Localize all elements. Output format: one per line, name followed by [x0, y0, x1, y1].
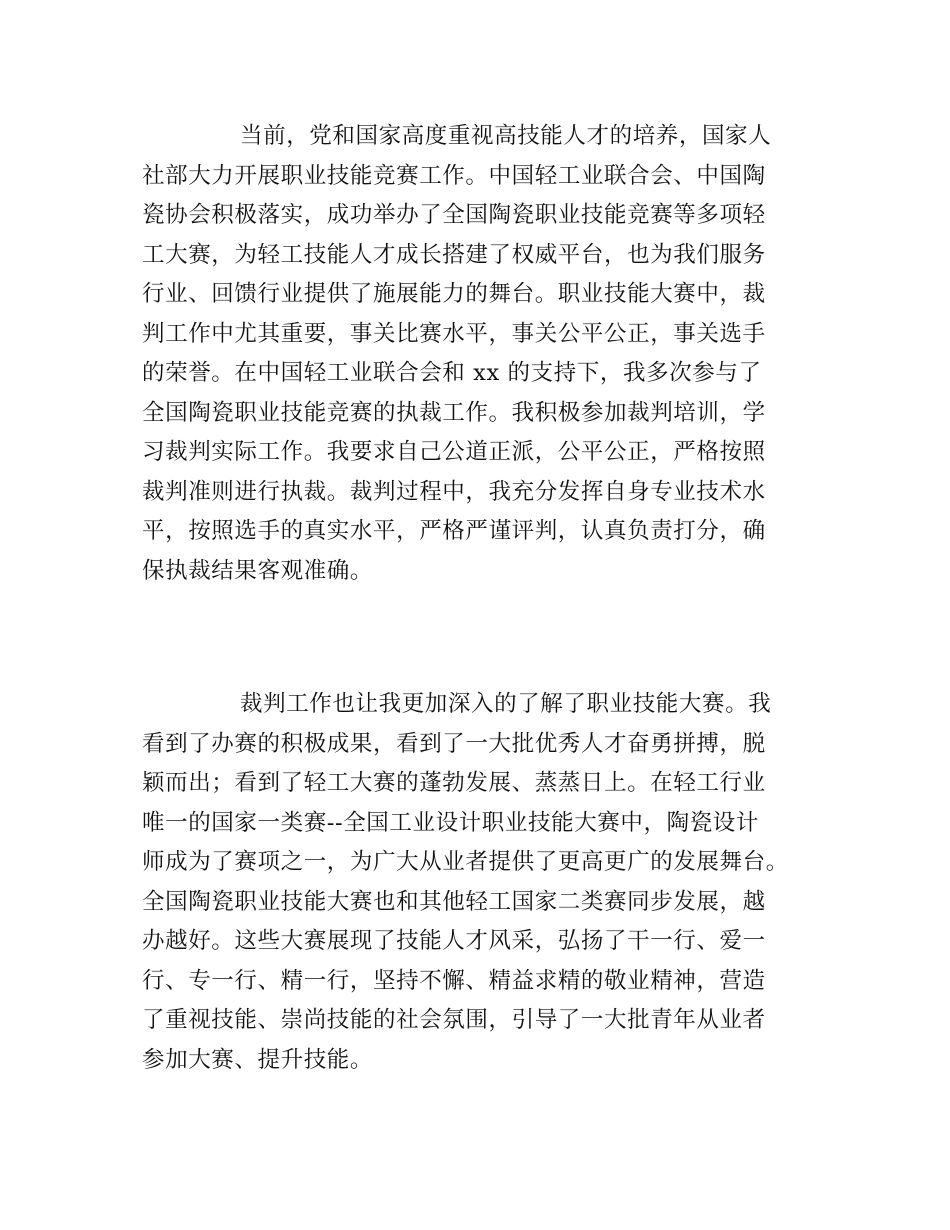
text-line: 当前，党和国家高度重视高技能人才的培养，国家人	[240, 123, 772, 149]
text-line: 参加大赛、提升技能。	[142, 1046, 374, 1073]
text-line: 瓷协会积极落实，成功举办了全国陶瓷职业技能竞赛等多项轻	[142, 202, 766, 228]
text-line: 行、专一行、精一行，坚持不懈、精益求精的敬业精神，营造	[142, 967, 766, 994]
text-line: 全国陶瓷职业技能大赛也和其他轻工国家二类赛同步发展，越	[142, 888, 766, 915]
paragraph-1	[142, 117, 822, 591]
paragraph-2	[142, 685, 822, 1080]
text-line: 社部大力开展职业技能竞赛工作。中国轻工业联合会、中国陶	[142, 162, 766, 189]
text-line: 的荣誉。在中国轻工业联合会和 xx 的支持下，我多次参与了	[142, 360, 762, 386]
text-line: 办越好。这些大赛展现了技能人才风采，弘扬了干一行、爱一	[142, 928, 766, 954]
text-line: 判工作中尤其重要，事关比赛水平，事关公平公正，事关选手	[142, 320, 766, 347]
text-line: 习裁判实际工作。我要求自己公道正派，公平公正，严格按照	[142, 439, 766, 465]
text-line: 行业、回馈行业提供了施展能力的舞台。职业技能大赛中，裁	[142, 281, 766, 307]
text-line: 看到了办赛的积极成果，看到了一大批优秀人才奋勇拼搏，脱	[142, 730, 766, 757]
text-line: 工大赛，为轻工技能人才成长搭建了权威平台，也为我们服务	[142, 241, 766, 268]
text-line: 裁判工作也让我更加深入的了解了职业技能大赛。我	[240, 691, 772, 717]
text-line: 平，按照选手的真实水平，严格严谨评判，认真负责打分，确	[142, 518, 766, 544]
text-line: 颖而出；看到了轻工大赛的蓬勃发展、蒸蒸日上。在轻工行业	[142, 770, 766, 796]
text-line: 师成为了赛项之一，为广大从业者提供了更高更广的发展舞台。	[142, 849, 789, 875]
text-line: 裁判准则进行执裁。裁判过程中，我充分发挥自身专业技术水	[142, 478, 766, 505]
text-line: 唯一的国家一类赛--全国工业设计职业技能大赛中，陶瓷设计	[142, 809, 760, 836]
text-line: 全国陶瓷职业技能竞赛的执裁工作。我积极参加裁判培训，学	[142, 399, 766, 426]
text-line: 保执裁结果客观准确。	[142, 557, 374, 584]
text-line: 了重视技能、崇尚技能的社会氛围，引导了一大批青年从业者	[142, 1007, 766, 1033]
